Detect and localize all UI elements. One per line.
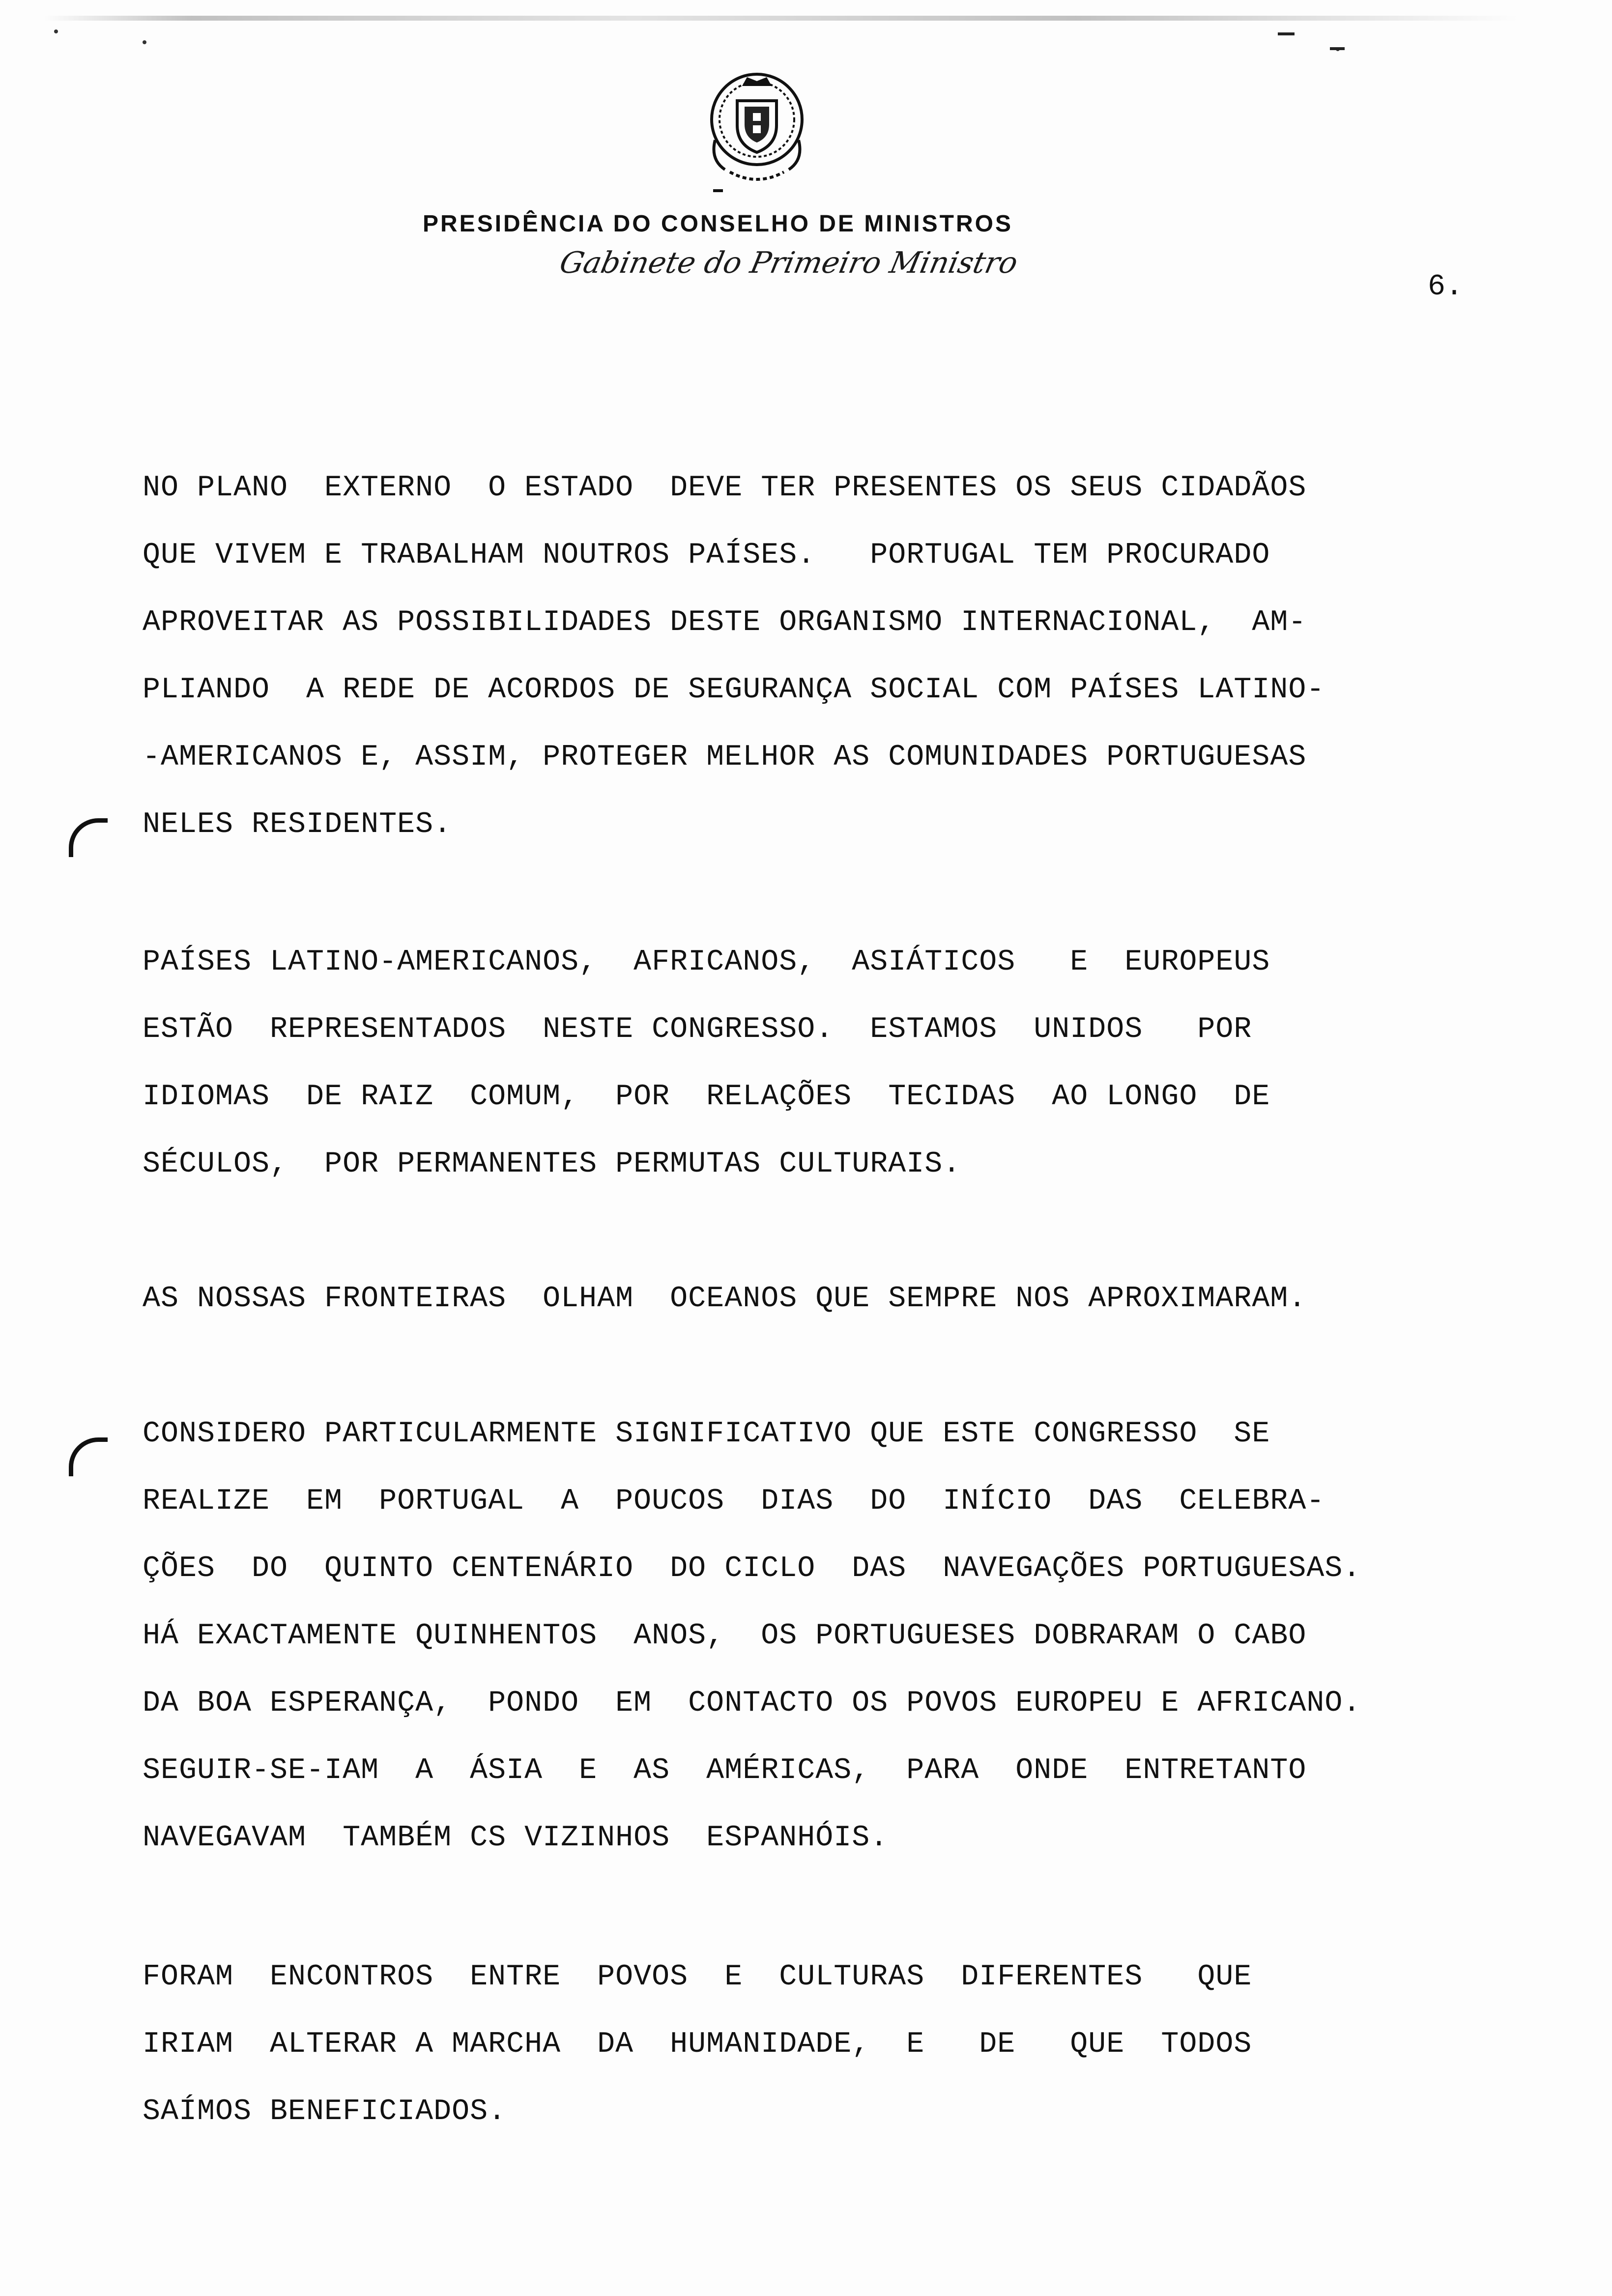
paragraph — [143, 1265, 1514, 1333]
text-line: -AMERICANOS E, ASSIM, PROTEGER MELHOR AS COMUNIDADES PORTUGUESAS — [143, 741, 1307, 774]
coat-of-arms-icon — [695, 66, 818, 194]
text-line: SAÍMOS BENEFICIADOS. — [143, 2095, 507, 2128]
scan-speck — [143, 40, 146, 44]
scan-mark — [1278, 32, 1295, 35]
text-line: SÉCULOS, POR PERMANENTES PERMUTAS CULTURAIS. — [143, 1148, 961, 1181]
paragraph — [143, 929, 1514, 1198]
scan-speck — [54, 29, 58, 33]
scan-streak — [44, 16, 1519, 21]
text-line: ESTÃO REPRESENTADOS NESTE CONGRESSO. ESTAMOS UNIDOS POR — [143, 1013, 1252, 1046]
text-line: NAVEGAVAM TAMBÉM CS VIZINHOS ESPANHÓIS. — [143, 1821, 889, 1855]
text-line: IRIAM ALTERAR A MARCHA DA HUMANIDADE, E DE QUE TODOS — [143, 2028, 1252, 2061]
text-line: DA BOA ESPERANÇA, PONDO EM CONTACTO OS POVOS EUROPEU E AFRICANO. — [143, 1687, 1361, 1720]
text-line: HÁ EXACTAMENTE QUINHENTOS ANOS, OS PORTUGUESES DOBRARAM O CABO — [143, 1619, 1307, 1653]
handwritten-subtitle: Gabinete do Primeiro Ministro — [556, 246, 1021, 280]
scan-mark — [1330, 47, 1345, 50]
page-number: 6. — [1428, 270, 1464, 304]
paragraph — [143, 1401, 1514, 1872]
text-line: REALIZE EM PORTUGAL A POUCOS DIAS DO INÍCIO DAS CELEBRA- — [143, 1485, 1325, 1518]
text-line: PAÍSES LATINO-AMERICANOS, AFRICANOS, ASIÁTICOS E EUROPEUS — [143, 946, 1270, 979]
text-line: FORAM ENCONTROS ENTRE POVOS E CULTURAS DIFERENTES QUE — [143, 1960, 1252, 1994]
text-line: CONSIDERO PARTICULARMENTE SIGNIFICATIVO QUE ESTE CONGRESSO SE — [143, 1417, 1270, 1451]
text-line: QUE VIVEM E TRABALHAM NOUTROS PAÍSES. PORTUGAL TEM PROCURADO — [143, 539, 1270, 572]
paragraph — [143, 1944, 1514, 2146]
paragraph — [143, 455, 1514, 859]
text-line: ÇÕES DO QUINTO CENTENÁRIO DO CICLO DAS NAVEGAÇÕES PORTUGUESAS. — [143, 1552, 1361, 1585]
text-line: APROVEITAR AS POSSIBILIDADES DESTE ORGANISMO INTERNACIONAL, AM- — [143, 606, 1307, 639]
text-line: SEGUIR-SE-IAM A ÁSIA E AS AMÉRICAS, PARA ONDE ENTRETANTO — [143, 1754, 1307, 1787]
text-line: PLIANDO A REDE DE ACORDOS DE SEGURANÇA SOCIAL COM PAÍSES LATINO- — [143, 673, 1325, 707]
text-line: NO PLANO EXTERNO O ESTADO DEVE TER PRESENTES OS SEUS CIDADÃOS — [143, 471, 1307, 505]
institution-title: PRESIDÊNCIA DO CONSELHO DE MINISTROS — [423, 211, 1013, 237]
text-line: NELES RESIDENTES. — [143, 808, 452, 841]
text-line: IDIOMAS DE RAIZ COMUM, POR RELAÇÕES TECIDAS AO LONGO DE — [143, 1080, 1270, 1114]
margin-bracket-mark — [69, 818, 108, 857]
text-line: AS NOSSAS FRONTEIRAS OLHAM OCEANOS QUE SEMPRE NOS APROXIMARAM. — [143, 1282, 1307, 1316]
margin-bracket-mark — [69, 1437, 108, 1476]
